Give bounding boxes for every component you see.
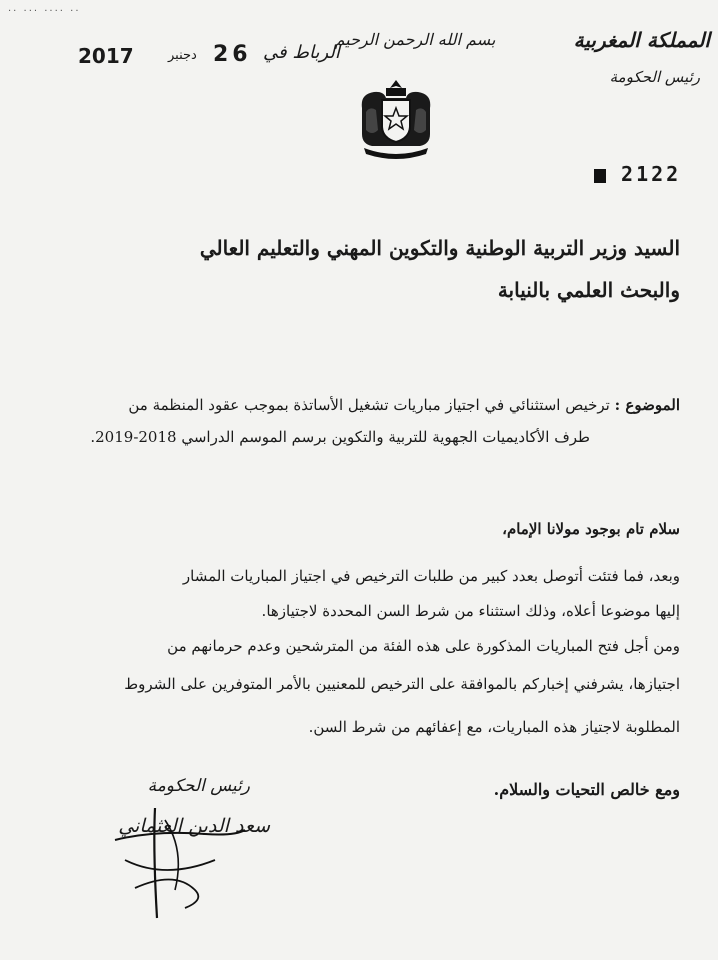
subject-line-2: طرف الأكاديميات الجهوية للتربية والتكوين برسم الموسم الدراسي 2018-2019. — [90, 428, 590, 446]
subject-line-1 — [80, 396, 680, 414]
body-line-2: إليها موضوعا أعلاه، وذلك استثناء من شرط السن المحددة لاجتيازها. — [261, 602, 680, 620]
basmala: بسم الله الرحمن الرحيم — [334, 30, 496, 49]
signature-name: سعد الدين العثماني — [118, 815, 270, 837]
subject-text-1: ترخيص استثنائي في اجتياز مباريات تشغيل الأساتذة بموجب عقود المنظمة من — [128, 396, 610, 414]
date-city: الرباط في — [263, 42, 340, 63]
reference-mark-icon — [594, 169, 606, 183]
body-line-1: وبعد، فما فتئت أتوصل بعدد كبير من طلبات الترخيص في اجتياز المباريات المشار — [182, 567, 680, 585]
recipient-line-1: السيد وزير التربية الوطنية والتكوين المهني والتعليم العالي — [199, 236, 680, 260]
office-heading: رئيس الحكومة — [609, 68, 700, 86]
reference-number-value: 2122 — [621, 162, 682, 186]
coat-of-arms-icon — [356, 78, 436, 164]
recipient-line-2: والبحث العلمي بالنيابة — [497, 278, 680, 302]
body-line-4: اجتيازها، يشرفني إخباركم بالموافقة على الترخيص للمعنيين بالأمر المتوفرين على الشروط — [124, 675, 680, 693]
date-day: 26 — [213, 42, 252, 67]
body-line-3: ومن أجل فتح المباريات المذكورة على هذه الفئة من المترشحين وعدم حرمانهم من — [167, 637, 680, 655]
handwritten-signature-icon — [95, 800, 275, 930]
subject-label: الموضوع : — [614, 396, 680, 414]
reference-number — [590, 162, 681, 186]
date-month: دجنبر — [168, 48, 197, 63]
top-marks: ·· ··· ···· ·· — [8, 6, 81, 17]
body-line-5: المطلوبة لاجتياز هذه المباريات، مع إعفائهم من شرط السن. — [308, 718, 680, 736]
date-line — [78, 40, 340, 76]
greeting: سلام تام بوجود مولانا الإمام، — [502, 520, 680, 538]
kingdom-heading: المملكة المغربية — [573, 28, 710, 52]
date-year: 2017 — [78, 44, 134, 68]
signature-title: رئيس الحكومة — [147, 776, 250, 796]
closing-line: ومع خالص التحيات والسلام. — [493, 780, 680, 799]
